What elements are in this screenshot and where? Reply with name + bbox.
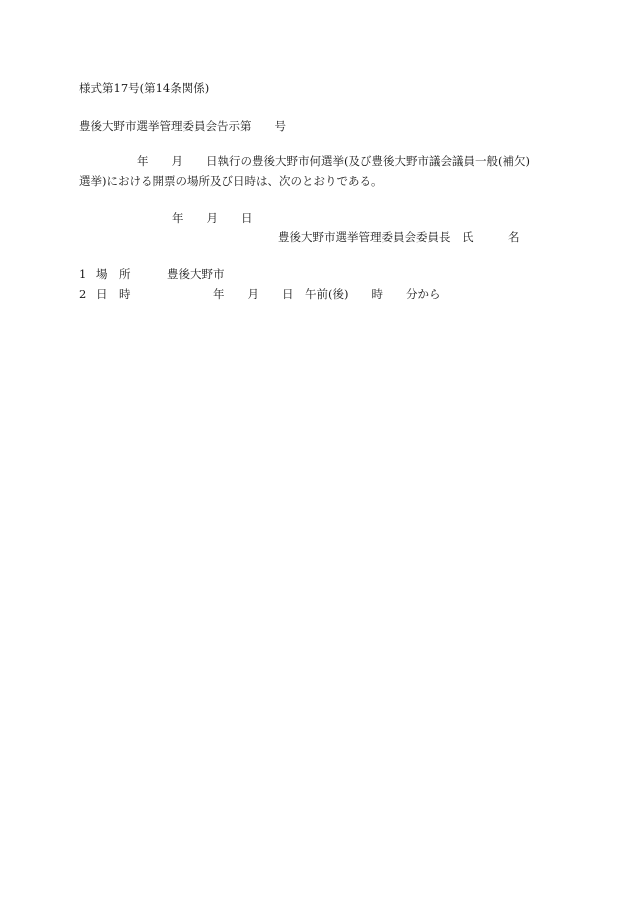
notice-title: 豊後大野市選挙管理委員会告示第 号 <box>79 119 286 133</box>
item-label: 場 所 <box>96 267 131 281</box>
item-value: 年 月 日 午前(後) 時 分から <box>213 287 441 301</box>
date-line: 年 月 日 <box>172 211 253 225</box>
signature-line: 豊後大野市選挙管理委員会委員長 氏 名 <box>278 230 520 244</box>
item-label: 日 時 <box>96 287 131 301</box>
body-line-1: 年 月 日執行の豊後大野市何選挙(及び豊後大野市議会議員一般(補欠) <box>137 154 530 168</box>
item-number: 1 <box>79 267 87 281</box>
item-value: 豊後大野市 <box>167 267 225 281</box>
body-line-2: 選挙)における開票の場所及び日時は、次のとおりである。 <box>79 174 383 188</box>
form-number: 様式第17号(第14条関係) <box>79 81 210 95</box>
item-number: 2 <box>79 287 87 301</box>
